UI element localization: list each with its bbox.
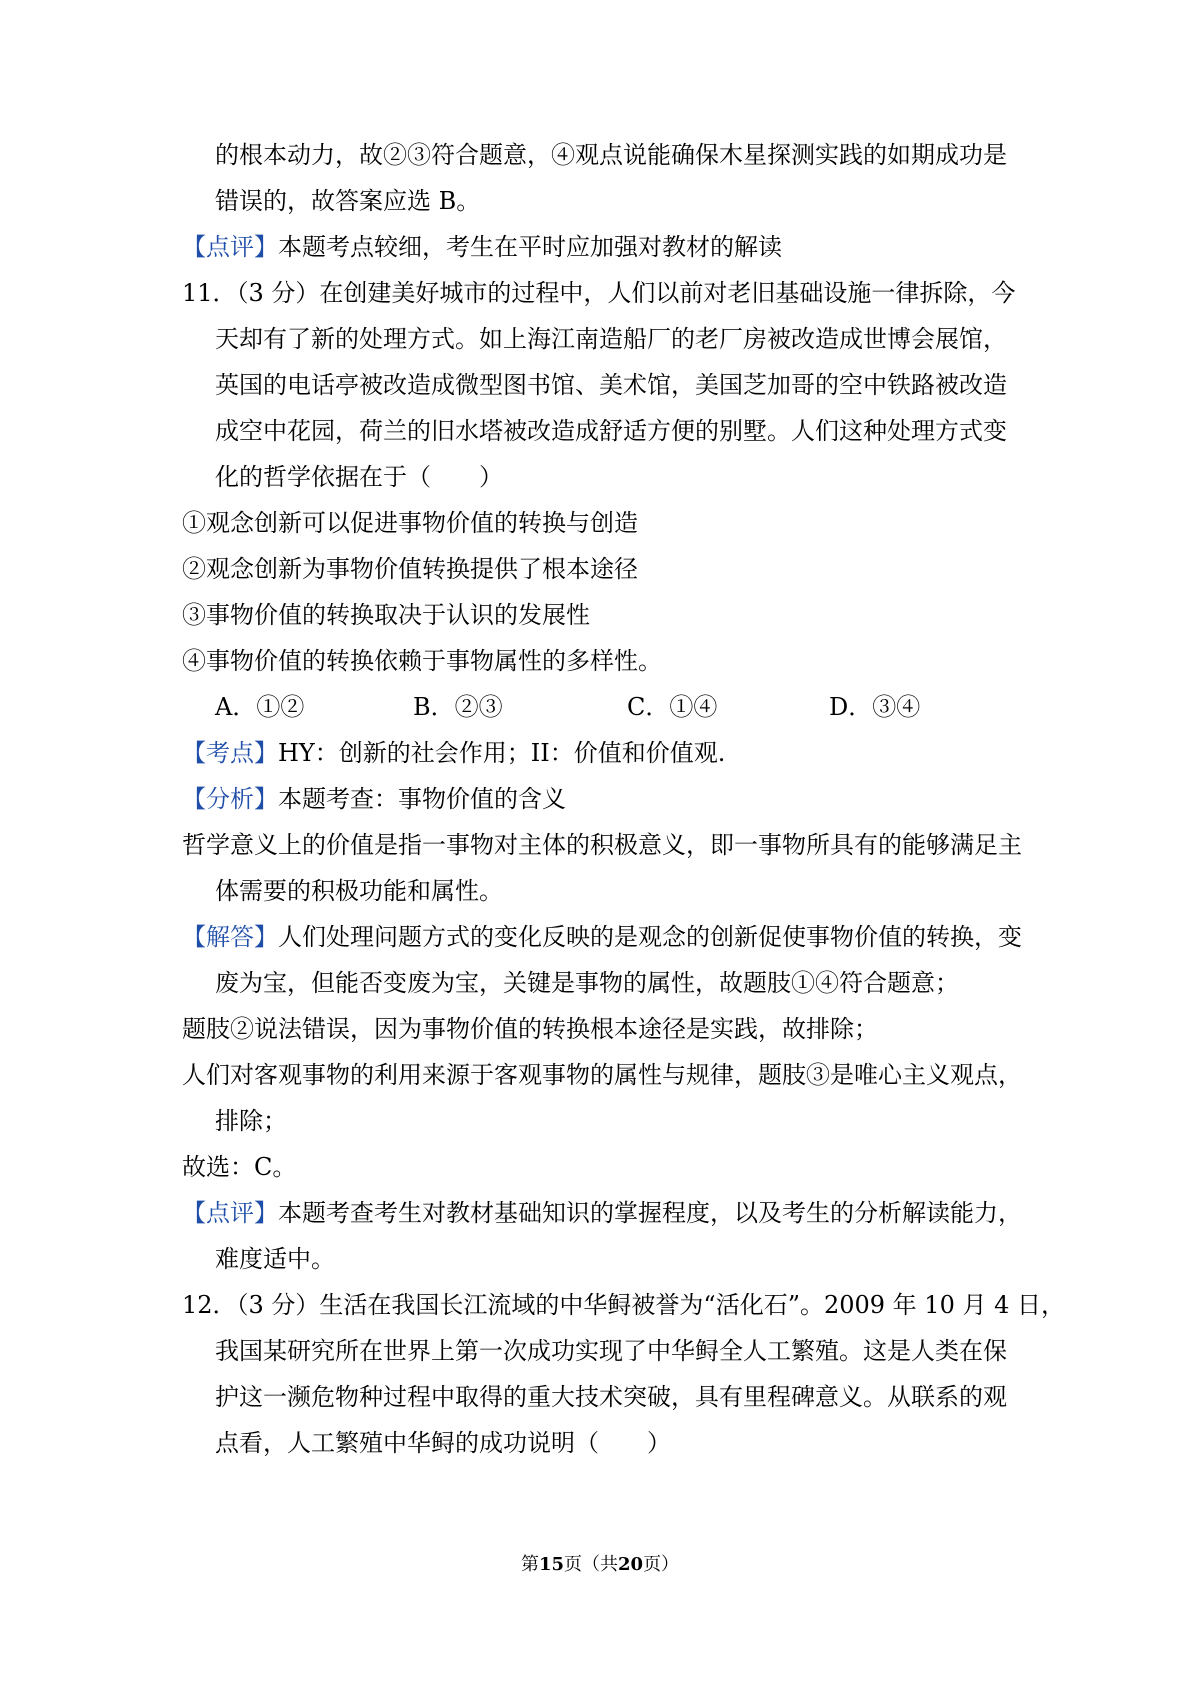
dianping-tag: 【点评】 (182, 1199, 278, 1227)
q11-item-1: ①观念创新可以促进事物价值的转换与创造 (182, 509, 638, 537)
prev-analysis-line-2: 错误的，故答案应选 B。 (215, 187, 481, 215)
comment-text: 本题考点较细，考生在平时应加强对教材的解读 (278, 233, 782, 261)
fenxi-tag: 【分析】 (182, 785, 278, 813)
prev-comment-line (182, 230, 782, 264)
jieda-body-line-2: 题肢②说法错误，因为事物价值的转换根本途径是实践，故排除； (182, 1015, 878, 1043)
footer-page-number: 15 (538, 1554, 564, 1575)
q12-stem-line-2: 我国某研究所在世界上第一次成功实现了中华鲟全人工繁殖。这是人类在保 (215, 1337, 1007, 1365)
q11-stem-line-5: 化的哲学依据在于（ ） (215, 463, 503, 491)
q11-option-b: B．②③ (413, 693, 503, 721)
q11-stem-line-4: 成空中花园，荷兰的旧水塔被改造成舒适方便的别墅。人们这种处理方式变 (215, 417, 1007, 445)
q11-option-d: D．③④ (829, 693, 921, 721)
fenxi-line (182, 782, 566, 816)
q12-stem-line-1: 12．（3 分）生活在我国长江流域的中华鲟被誉为“活化石”。2009 年 10 月 4 日， (182, 1291, 1066, 1319)
footer-total-pages: 20 (618, 1554, 644, 1575)
kaodian-tag: 【考点】 (182, 739, 278, 767)
dianping-line-2: 难度适中。 (215, 1245, 335, 1273)
answer-line: 故选：C。 (182, 1153, 297, 1181)
jieda-body-line-1: 废为宝，但能否变废为宝，关键是事物的属性，故题肢①④符合题意； (215, 969, 959, 997)
prev-analysis-line-1: 的根本动力，故②③符合题意，④观点说能确保木星探测实践的如期成功是 (215, 141, 1007, 169)
q11-stem-line-3: 英国的电话亭被改造成微型图书馆、美术馆，美国芝加哥的空中铁路被改造 (215, 371, 1007, 399)
comment-tag: 【点评】 (182, 233, 278, 261)
q11-option-a: A．①② (215, 693, 305, 721)
kaodian-line (182, 736, 725, 770)
jieda-tag: 【解答】 (182, 923, 278, 951)
footer-suffix: 页） (643, 1554, 680, 1575)
q11-item-4: ④事物价值的转换依赖于事物属性的多样性。 (182, 647, 662, 675)
dianping-text: 本题考查考生对教材基础知识的掌握程度，以及考生的分析解读能力， (278, 1199, 1022, 1227)
jieda-line (182, 920, 1022, 954)
fenxi-text: 本题考查：事物价值的含义 (278, 785, 566, 813)
fenxi-body-line-1: 哲学意义上的价值是指一事物对主体的积极意义，即一事物所具有的能够满足主 (182, 831, 1022, 859)
fenxi-body-line-2: 体需要的积极功能和属性。 (215, 877, 503, 905)
q11-option-c: C．①④ (627, 693, 718, 721)
q11-item-3: ③事物价值的转换取决于认识的发展性 (182, 601, 590, 629)
q11-stem-line-1: 11．（3 分）在创建美好城市的过程中，人们以前对老旧基础设施一律拆除，今 (182, 279, 1016, 307)
q12-stem-line-4: 点看，人工繁殖中华鲟的成功说明（ ） (215, 1429, 671, 1457)
page-footer (0, 1552, 1200, 1578)
footer-prefix: 第 (520, 1554, 539, 1575)
footer-middle: 页（共 (564, 1554, 618, 1575)
q11-item-2: ②观念创新为事物价值转换提供了根本途径 (182, 555, 638, 583)
q12-stem-line-3: 护这一濒危物种过程中取得的重大技术突破，具有里程碑意义。从联系的观 (215, 1383, 1007, 1411)
jieda-text: 人们处理问题方式的变化反映的是观念的创新促使事物价值的转换，变 (278, 923, 1022, 951)
dianping-line (182, 1196, 1022, 1230)
jieda-body-line-4: 排除； (215, 1107, 287, 1135)
q11-stem-line-2: 天却有了新的处理方式。如上海江南造船厂的老厂房被改造成世博会展馆， (215, 325, 1007, 353)
kaodian-text: HY：创新的社会作用；II：价值和价值观. (278, 739, 726, 767)
jieda-body-line-3: 人们对客观事物的利用来源于客观事物的属性与规律，题肢③是唯心主义观点， (182, 1061, 1022, 1089)
